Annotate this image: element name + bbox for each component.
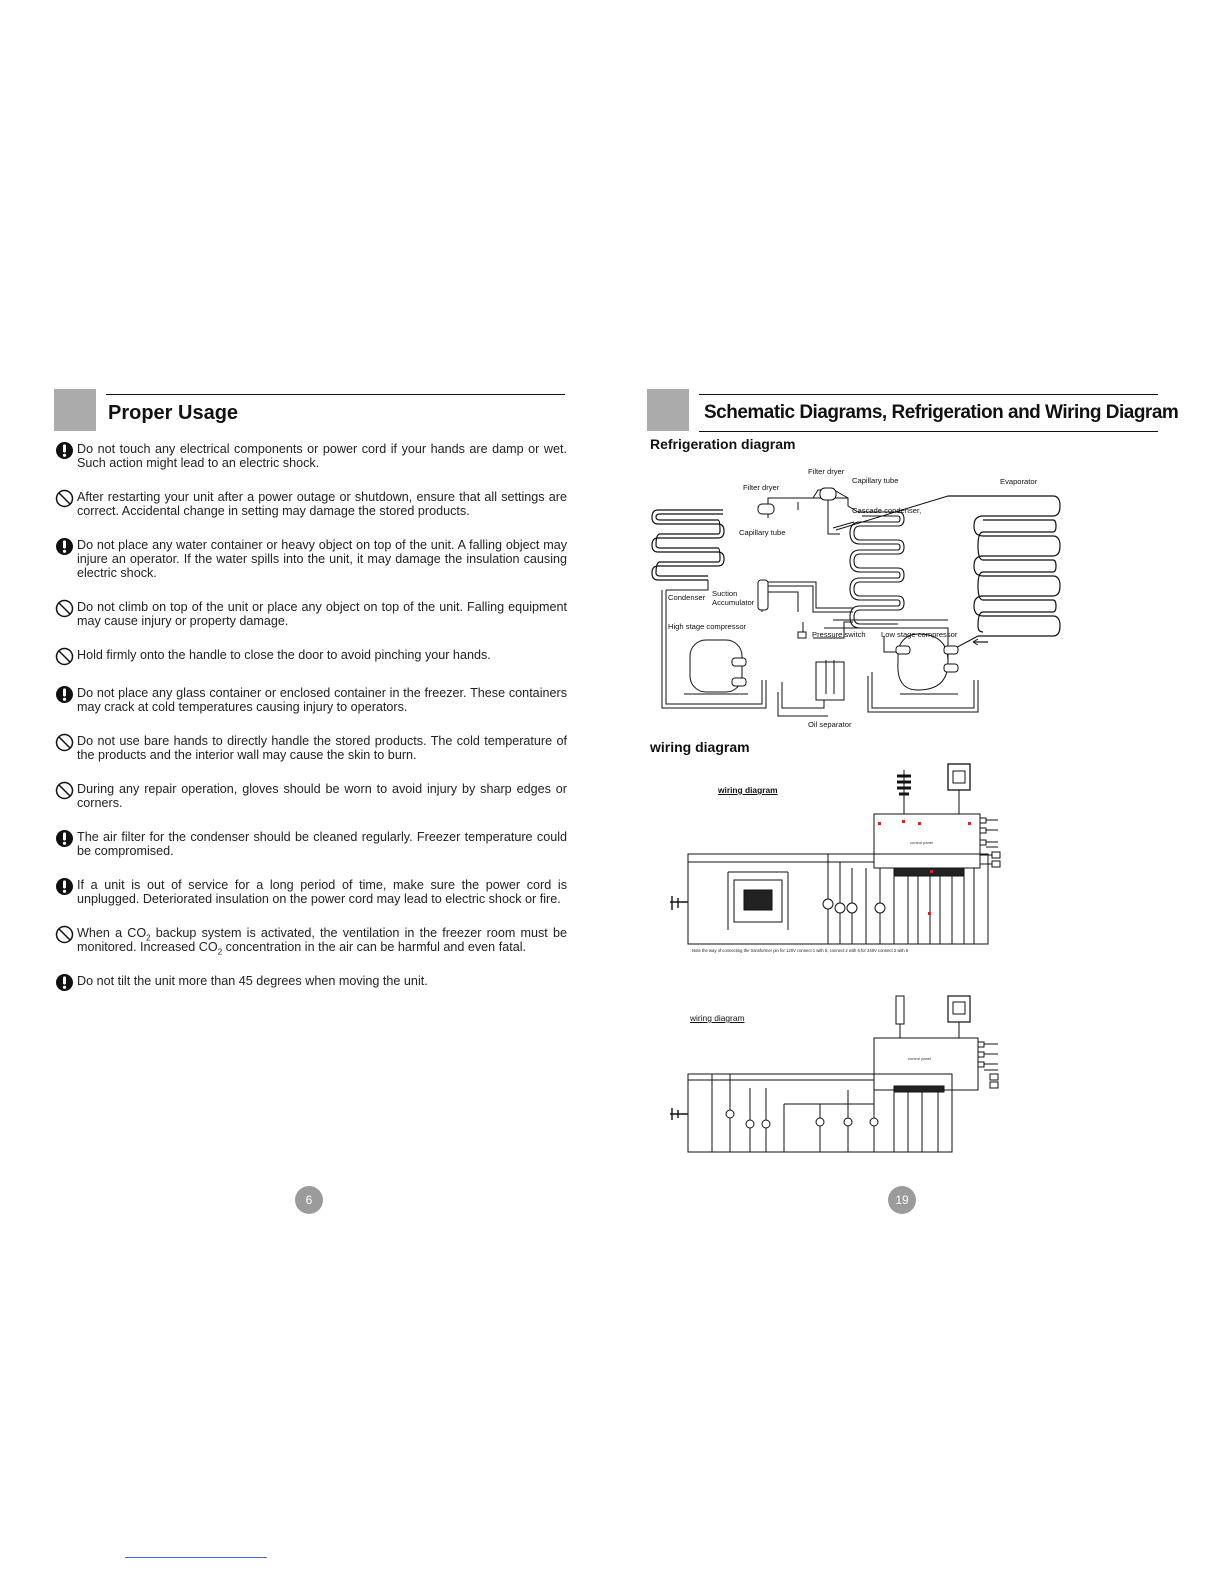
label-capillary-tube-left: Capillary tube xyxy=(739,528,786,537)
section-marker-block xyxy=(647,389,689,431)
refrigeration-diagram xyxy=(648,462,1068,732)
low-stage-compressor xyxy=(896,634,958,694)
warning-text: Do not touch any electrical components or power cord if your hands are damp or wet. Such action might lead to an electric shock. xyxy=(77,442,567,470)
prohibited-icon xyxy=(55,781,74,800)
wiring-diagram-title: wiring diagram xyxy=(718,785,778,795)
wiring-diagram-1 xyxy=(668,762,1068,958)
label-accumulator: Accumulator xyxy=(712,598,755,607)
wiring-heading: wiring diagram xyxy=(650,739,750,755)
warning-item xyxy=(55,648,567,666)
label-oil-separator: Oil separator xyxy=(808,720,852,729)
section-rule xyxy=(699,394,1158,395)
high-stage-compressor xyxy=(684,640,748,694)
label-cascade-condenser: Cascade condenser, xyxy=(852,506,922,515)
warning-text: Hold firmly onto the handle to close the door to avoid pinching your hands. xyxy=(77,648,491,662)
suction-accumulator xyxy=(758,580,768,610)
warning-item xyxy=(55,490,567,518)
section-rule xyxy=(106,394,565,395)
page-title: Schematic Diagrams, Refrigeration and Wiring Diagram xyxy=(704,402,1179,423)
section-rule-bottom xyxy=(699,431,1158,432)
exclamation-icon xyxy=(55,973,74,992)
exclamation-icon xyxy=(55,537,74,556)
warning-text: During any repair operation, gloves should be worn to avoid injury by sharp edges or corners. xyxy=(77,782,567,810)
exclamation-icon xyxy=(55,685,74,704)
warning-item xyxy=(55,686,567,714)
warning-item xyxy=(55,926,567,957)
footer-rule xyxy=(125,1557,267,1558)
warning-item xyxy=(55,830,567,858)
cascade-condenser-coils xyxy=(850,512,904,628)
label-pressure-switch: Pressure switch xyxy=(812,630,866,639)
label-filter-dryer-top: Filter dryer xyxy=(808,467,845,476)
filter-dryer-top xyxy=(820,488,836,500)
warning-text: After restarting your unit after a power outage or shutdown, ensure that all settings are correct. Accidental change in setting may damage the stored products. xyxy=(77,490,567,518)
pressure-switch xyxy=(798,632,806,638)
display-box xyxy=(948,764,970,790)
page-number-right: 19 xyxy=(888,1186,916,1214)
warning-item xyxy=(55,538,567,580)
exclamation-icon xyxy=(55,441,74,460)
exclamation-icon xyxy=(55,829,74,848)
warning-item xyxy=(55,442,567,470)
label-evaporator: Evaporator xyxy=(1000,477,1038,486)
refrigeration-heading: Refrigeration diagram xyxy=(650,436,796,452)
warning-item xyxy=(55,974,567,992)
warning-item xyxy=(55,600,567,628)
section-marker-block xyxy=(54,389,96,431)
label-filter-dryer-left: Filter dryer xyxy=(743,483,780,492)
warning-text: Do not climb on top of the unit or place any object on top of the unit. Falling equipment may cause injury or property damage. xyxy=(77,600,567,628)
exclamation-icon xyxy=(55,877,74,896)
control-panel-box xyxy=(874,1038,978,1090)
page-title: Proper Usage xyxy=(108,402,239,424)
label-low-stage-compressor: Low stage compressor xyxy=(881,630,958,639)
warning-text: If a unit is out of service for a long period of time, make sure the power cord is unplugged. Deteriorated insulation on the power cord may lead to electric shock or fire. xyxy=(77,878,567,906)
wiring-diagram-2 xyxy=(668,992,1068,1156)
prohibited-icon xyxy=(55,647,74,666)
prohibited-icon xyxy=(55,489,74,508)
warning-text: Do not place any water container or heavy object on top of the unit. A falling object may injure an operator. If the water spills into the unit, it may damage the insulation causing electric shock. xyxy=(77,538,567,580)
warning-text: Do not place any glass container or enclosed container in the freezer. These containers may crack at cold temperatures causing injury to operators. xyxy=(77,686,567,714)
oil-separator xyxy=(816,660,844,700)
warning-item xyxy=(55,878,567,906)
label-high-stage-compressor: High stage compressor xyxy=(668,622,747,631)
control-panel-label: control panel xyxy=(910,840,933,845)
filter-dryer-left xyxy=(758,504,774,514)
warning-text: Do not use bare hands to directly handle the stored products. The cold temperature of the products and the interior wall may cause the skin to burn. xyxy=(77,734,567,762)
label-condenser: Condenser xyxy=(668,593,706,602)
control-panel-label: control panel xyxy=(908,1056,931,1061)
warning-item xyxy=(55,734,567,762)
wiring-diagram-title: wiring diagram xyxy=(690,1013,745,1023)
prohibited-icon xyxy=(55,733,74,752)
wiring-note: Note the way of connecting the transformer pin for 120V connect 1 with 5, connect 2 with 6;for 240V connect 2 with 5 xyxy=(692,948,909,953)
condenser-coils xyxy=(652,510,724,580)
warning-list xyxy=(55,442,567,992)
prohibited-icon xyxy=(55,925,74,944)
warning-text: Do not tilt the unit more than 45 degrees when moving the unit. xyxy=(77,974,428,988)
label-capillary-tube-top: Capillary tube xyxy=(852,476,899,485)
warning-item xyxy=(55,782,567,810)
label-suction: Suction xyxy=(712,589,738,598)
page-number-left: 6 xyxy=(295,1186,323,1214)
warning-text: When a $CO_2$ backup system is activated, the ventilation in the freezer room must be monitored. Increased $CO_2$ concentration in the air can be harmful and even fatal. xyxy=(77,926,567,957)
display-box xyxy=(948,996,970,1022)
prohibited-icon xyxy=(55,599,74,618)
evaporator-coils xyxy=(948,496,1060,636)
warning-text: The air filter for the condenser should be cleaned regularly. Freezer temperature could be compromised. xyxy=(77,830,567,858)
